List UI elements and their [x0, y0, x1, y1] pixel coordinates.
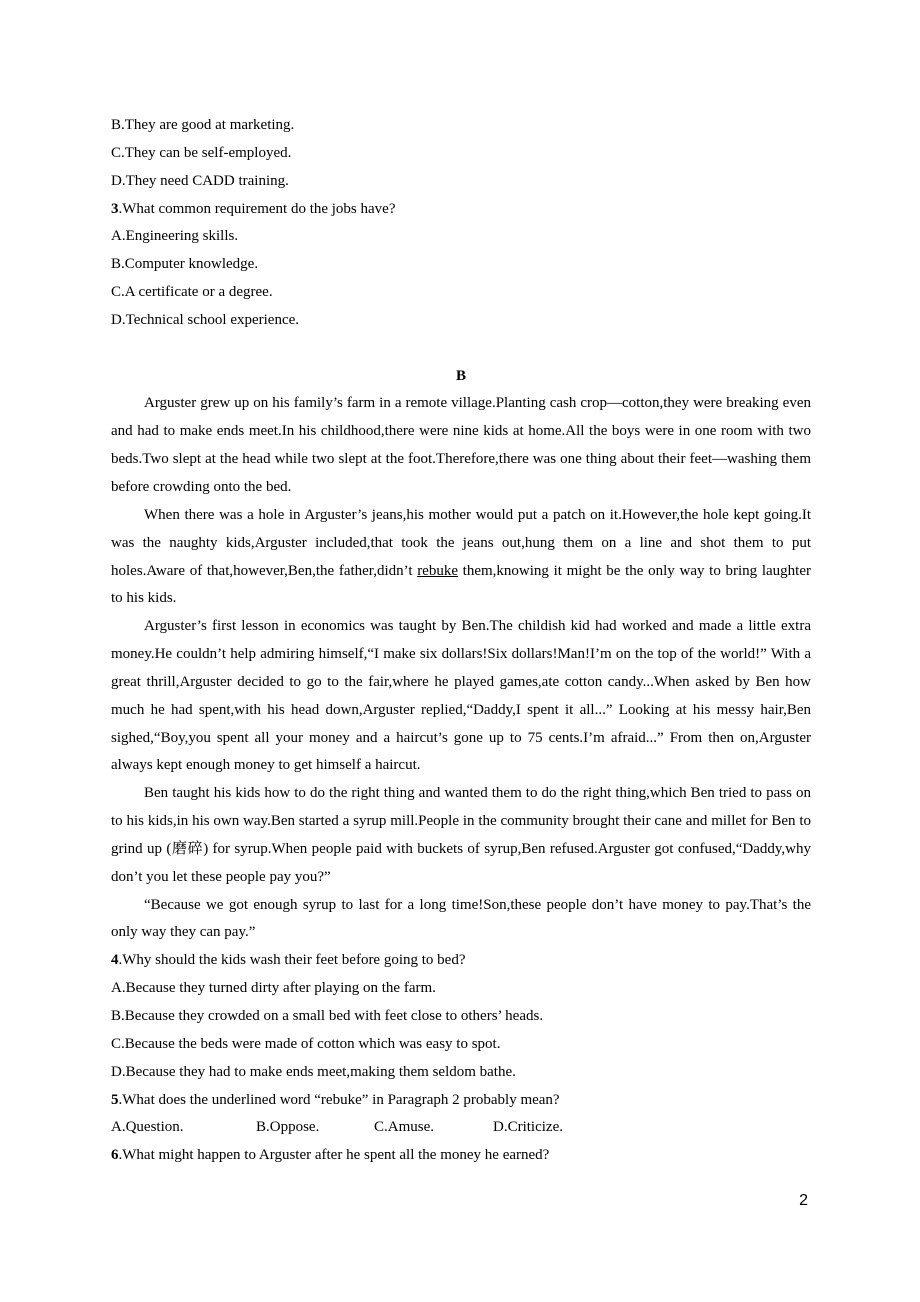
section-title: B: [455, 367, 466, 384]
question-text: .What might happen to Arguster after he spent all the money he earned?: [118, 1147, 550, 1164]
passage-paragraph-5: “Because we got enough syrup to last for a long time!Son,these people don’t have money to pay.That’s the only way they can pay.”: [111, 896, 811, 941]
q3-option-a: A.Engineering skills.: [111, 228, 239, 245]
paragraph-text: them,knowing it might be the only way to bring laughter to his kids.: [111, 562, 811, 607]
question-4: [111, 947, 811, 975]
q5-options: [111, 1114, 811, 1142]
question-number: 5: [111, 1091, 119, 1108]
question-text: .What does the underlined word “rebuke” in Paragraph 2 probably mean?: [118, 1091, 560, 1108]
passage-paragraph-2: [111, 502, 811, 613]
passage-paragraph-4: Ben taught his kids how to do the right thing and wanted them to do the right thing,which Ben tried to pass on to his kids,in his own way.Ben started a syrup mill.People in the community brought their cane and millet for Ben to grind up (磨碎) for syrup.When people paid with buckets of syrup,Ben refused.Arguster got confused,“Daddy,why don’t you let these people pay you?”: [111, 785, 811, 885]
underlined-word: rebuke: [417, 562, 458, 579]
question-number: 4: [111, 952, 119, 969]
q5-option-d: D.Criticize.: [493, 1119, 563, 1136]
option-d: D.They need CADD training.: [111, 172, 289, 189]
q4-option-d: D.Because they had to make ends meet,making them seldom bathe.: [111, 1063, 516, 1080]
paragraph-text: When there was a hole in Arguster’s jeans,his mother would put a patch on it.However,the hole kept going.It was the naughty kids,Arguster included,that took the jeans out,hung them on a line and shot them to put holes.Aware of that,however,Ben,the father,didn’t: [111, 506, 811, 579]
q4-option-c: C.Because the beds were made of cotton which was easy to spot.: [111, 1035, 501, 1052]
q5-option-a: A.Question.: [111, 1119, 184, 1136]
q4-option-b: B.Because they crowded on a small bed with feet close to others’ heads.: [111, 1008, 544, 1024]
q3-option-b: B.Computer knowledge.: [111, 256, 259, 273]
question-number: 6: [111, 1147, 119, 1164]
question-3: [111, 196, 811, 224]
question-5: [111, 1087, 811, 1115]
question-text: .Why should the kids wash their feet before going to bed?: [118, 952, 466, 969]
q3-option-c: C.A certificate or a degree.: [111, 284, 273, 301]
question-number: 3: [111, 200, 119, 217]
q3-option-d: D.Technical school experience.: [111, 311, 300, 328]
q5-option-c: C.Amuse.: [374, 1119, 434, 1136]
document-page: [111, 112, 811, 1170]
option-b: B.They are good at marketing.: [111, 117, 295, 133]
question-text: .What common requirement do the jobs have?: [118, 200, 396, 217]
q5-option-b: B.Oppose.: [256, 1119, 320, 1136]
page-number: 2: [799, 1192, 808, 1209]
passage-paragraph-3: Arguster’s first lesson in economics was taught by Ben.The childish kid had worked and made a little extra money.He couldn’t help admiring himself,“I make six dollars!Six dollars!Man!I’m on the top of the world!” With a great thrill,Arguster decided to go to the fair,where he played games,ate cotton candy...When asked by Ben how much he had spent,with his head down,Arguster replied,“Daddy,I spent it all...” Looking at his messy hair,Ben sighed,“Boy,you spent all your money and a haircut’s gone up to 75 cents.I’m afraid...” From then on,Arguster always kept enough money to get himself a haircut.: [111, 618, 811, 774]
q4-option-a: A.Because they turned dirty after playing on the farm.: [111, 980, 436, 997]
question-6: [111, 1142, 811, 1170]
option-c: C.They can be self-employed.: [111, 144, 292, 161]
passage-paragraph-1: Arguster grew up on his family’s farm in a remote village.Planting cash crop—cotton,they were breaking even and had to make ends meet.In his childhood,there were nine kids at home.All the boys were in one room with two beds.Two slept at the head while two slept at the foot.Therefore,there was one thing about their feet—washing them before crowding onto the bed.: [111, 395, 811, 495]
